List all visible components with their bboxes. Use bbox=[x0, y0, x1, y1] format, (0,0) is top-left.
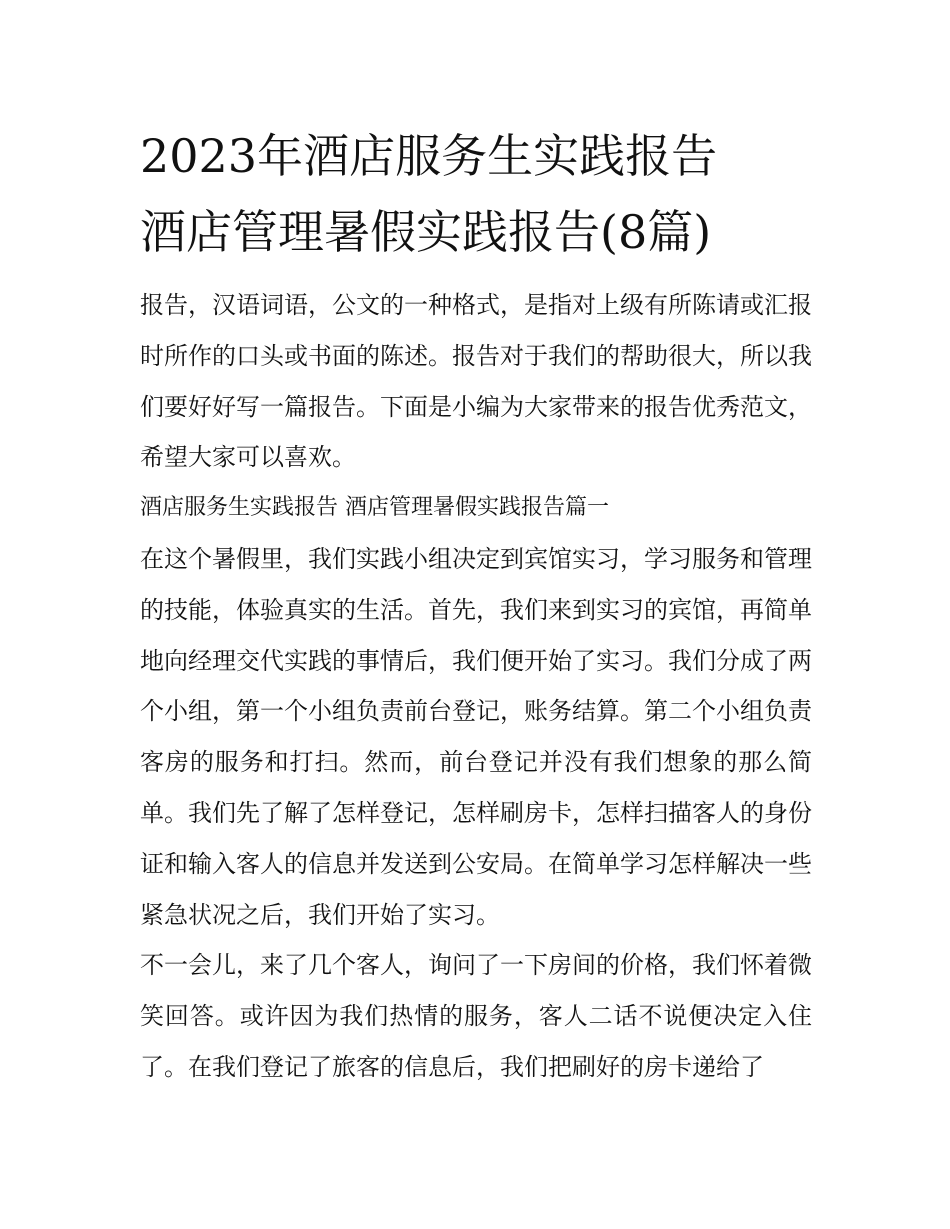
section-heading: 酒店服务生实践报告 酒店管理暑假实践报告篇一 bbox=[140, 495, 609, 521]
body-paragraph: 在这个暑假里，我们实践小组决定到宾馆实习，学习服务和管理的技能，体验真实的生活。首先，我们来到实习的宾馆，再简单地向经理交代实践的事情后，我们便开始了实习。我们分成了两个小组，第一个小组负责前台登记，账务结算。第二个小组负责客房的服务和打扫。然而，前台登记并没有我们想象的那么简单。我们先了解了怎样登记，怎样刷房卡，怎样扫描客人的身份证和输入客人的信息并发送到公安局。在简单学习怎样解决一些紧急状况之后，我们开始了实习。 bbox=[140, 544, 812, 929]
title-line-2: 酒店管理暑假实践报告(8篇) bbox=[140, 205, 712, 259]
body-paragraph: 不一会儿，来了几个客人，询问了一下房间的价格，我们怀着微笑回答。或许因为我们热情的服务，客人二话不说便决定入住了。在我们登记了旅客的信息后，我们把刷好的房卡递给了 bbox=[140, 951, 812, 1081]
document-title bbox=[140, 118, 820, 270]
document-body bbox=[140, 280, 812, 1093]
title-line-1: 2023年酒店服务生实践报告 bbox=[140, 129, 718, 183]
intro-paragraph: 报告，汉语词语，公文的一种格式，是指对上级有所陈请或汇报时所作的口头或书面的陈述。报告对于我们的帮助很大，所以我们要好好写一篇报告。下面是小编为大家带来的报告优秀范文，希望大家可以喜欢。 bbox=[140, 291, 812, 472]
